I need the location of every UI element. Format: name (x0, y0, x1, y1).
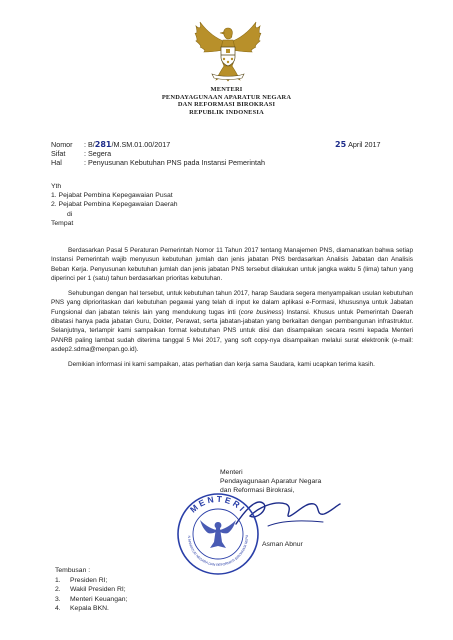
cc-block (55, 566, 255, 613)
letterhead-line-4: REPUBLIK INDONESIA (189, 108, 264, 116)
stamp-ring-text: N APARATUR NEGARA DAN REFORMASI BIROKRASI REPU (186, 534, 250, 568)
addressee-item-1: 1. Pejabat Pembina Kepegawaian Pusat (51, 192, 173, 200)
addressee-di: di (67, 210, 73, 218)
hal-row (51, 158, 401, 167)
hal-value: : Penyusunan Kebutuhan PNS pada Instansi Pemerintah (84, 158, 266, 167)
cc-item-number: 2. (55, 586, 61, 594)
nomor-row (51, 140, 401, 149)
signature-line-3: dan Reformasi Birokrasi, (220, 487, 295, 495)
letterhead (0, 86, 453, 116)
sifat-value: : Segera (84, 149, 112, 158)
cc-item (55, 595, 255, 604)
signature-line-2: Pendayagunaan Aparatur Negara (220, 478, 322, 486)
cc-item (55, 585, 255, 594)
addressee-block (51, 182, 351, 228)
letterhead-line-2: PENDAYAGUNAAN APARATUR NEGARA (161, 93, 292, 101)
date-text: April 2017 (348, 140, 381, 149)
letter-meta (51, 140, 401, 167)
letter-body (51, 246, 413, 376)
cc-title: Tembusan : (55, 567, 91, 574)
nomor-suffix: /M.SM.01.00/2017 (111, 140, 171, 149)
garuda-emblem-icon (194, 20, 262, 82)
signature-line-1: Menteri (220, 469, 243, 476)
stamp-top-text: MENTERI (187, 493, 249, 515)
cc-item-text: Menteri Keuangan; (70, 595, 128, 603)
body-paragraph-3: Demikian informasi ini kami sampaikan, atas perhatian dan kerja sama Saudara, kami ucapkan terima kasih. (68, 361, 375, 369)
cc-item (55, 604, 255, 613)
signatory-name: Asman Abnur (262, 541, 303, 548)
cc-item (55, 576, 255, 585)
body-paragraph-1: Berdasarkan Pasal 5 Peraturan Pemerintah Nomor 11 Tahun 2017 tentang Manajemen PNS, diamanatkan bahwa setiap Instansi Pemerintah wajib menyusun kebutuhan jumlah dan jenis jabatan PNS berdasarkan Analisis Jabatan dan Analisis Beban Kerja. Penyusunan kebutuhan jumlah dan jenis jabatan PNS tersebut dilakukan untuk jangka waktu 5 (lima) tahun yang diperinci per 1 (satu) tahun berdasarkan prioritas kebutuhan. (51, 247, 413, 282)
sifat-label: Sifat (51, 149, 66, 158)
cc-item-number: 1. (55, 577, 61, 585)
hal-label: Hal (51, 158, 62, 167)
cc-item-number: 3. (55, 595, 61, 603)
nomor-label: Nomor (51, 140, 73, 149)
addressee-item-2: 2. Pejabat Pembina Kepegawaian Daerah (51, 201, 178, 209)
letterhead-line-1: MENTERI (210, 86, 243, 93)
cc-item-text: Kepala BKN. (70, 604, 109, 612)
body-paragraph-2-b: ) Instansi. Khusus untuk Pemerintah Daerah dibatasi hanya pada jabatan Guru, Dokter, Perawat, serta jabatan-jabatan yang berkaitan dengan pembangunan infrastruktur. Selanjutnya, terlampir kami sampaikan format kebutuhan PNS untuk diisi dan disampaikan secara resmi kepada Menteri PANRB paling lambat sudah diterima tanggal 5 Mei 2017, yang soft copy-nya disampaikan melalui surat elektronik (e-mail: asdep2.sdma@menpan.go.id). (51, 308, 413, 353)
sifat-row (51, 149, 401, 158)
cc-item-number: 4. (55, 604, 61, 612)
letter-date (335, 140, 381, 149)
body-paragraph-2-italic: core business (240, 308, 282, 316)
addressee-yth: Yth (51, 183, 62, 190)
official-stamp-icon (176, 492, 260, 576)
cc-item-text: Wakil Presiden RI; (70, 586, 126, 594)
body-paragraph-2 (51, 289, 413, 354)
addressee-tempat: Tempat (51, 219, 74, 227)
nomor-prefix: : B/ (84, 140, 95, 149)
body-paragraph-2-a: Sehubungan dengan hal tersebut, untuk kebutuhan tahun 2017, harap Saudara segera menyampaikan usulan kebutuhan PNS yang diprioritaskan dari kebutuhan pegawai yang telah di input ke dalam aplikasi e-Formasi, khususnya untuk Jabatan Fungsional dan jabatan teknis lain yang mendukung tugas inti ( (51, 290, 413, 316)
letterhead-line-3: DAN REFORMASI BIROKRASI (177, 101, 276, 109)
svg-text:MENTERI (188, 494, 248, 515)
date-handwritten: 25 (335, 140, 347, 149)
cc-item-text: Presiden RI; (70, 577, 108, 585)
nomor-handwritten: 281 (94, 140, 112, 149)
